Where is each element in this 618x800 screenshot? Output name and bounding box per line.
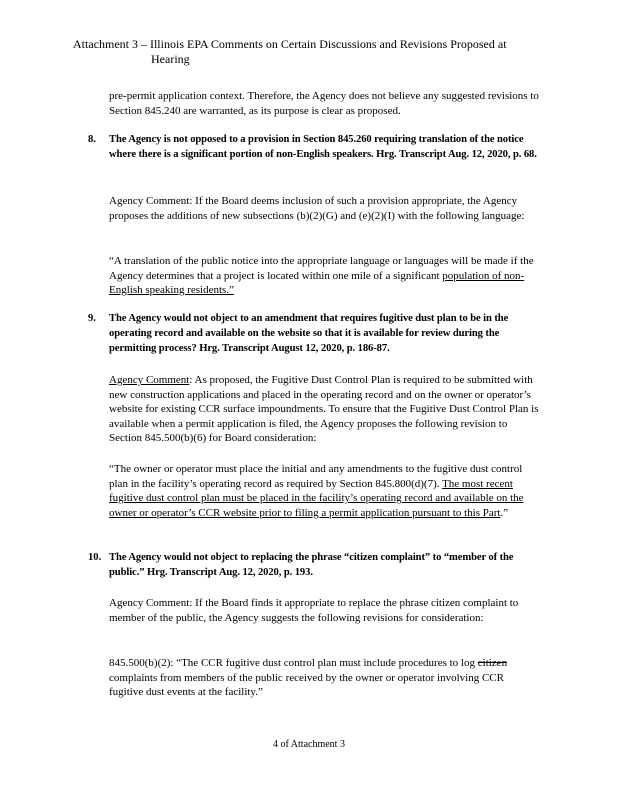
item-9-comment-text: : As proposed, the Fugitive Dust Control Plan is required to be submitted with new construction applications and placed in the operating record and on the owner or operator’s website for existing CCR surface impoundments. To ensure that the Fugitive Dust Control Plan is available when a permit application is filed, the Agency proposes the following revision to Section 845.500(b)(6) for Board consideration: [109, 374, 539, 444]
item-9-heading [88, 311, 543, 356]
item-10-heading-text: The Agency would not object to replacing the phrase “citizen complaint” to “member of the public.” Hrg. Transcript Aug. 12, 2020, p. 193. [109, 552, 514, 578]
header-line-2: Hearing [151, 52, 190, 66]
item-8-comment: Agency Comment: If the Board deems inclusion of such a provision appropriate, the Agency proposes the additions of new subsections (b)(2)(G) and (e)(2)(I) with the following language: [109, 195, 525, 222]
item-9-quote-underlined: The most recent fugitive dust control plan must be placed in the facility’s operating record and available on the owner or operator’s CCR website prior to filing a permit application pursuant to this Part [109, 477, 524, 519]
item-8-quote-text: “A translation of the public notice into the appropriate language or languages will be made if the Agency determines that a project is located within one mile of a significant [109, 255, 534, 282]
item-10-quote-text: 845.500(b)(2): “The CCR fugitive dust control plan must include procedures to log [109, 657, 478, 669]
item-9-heading-text: The Agency would not object to an amendment that requires fugitive dust plan to be in the operating record and available on the website so that it is available for review during the permitting process? Hrg. Transcript August 12, 2020, p. 186-87. [109, 313, 509, 354]
item-10-quote [109, 656, 539, 700]
item-10-number: 10. [88, 552, 102, 563]
item-9-number: 9. [88, 313, 96, 324]
item-9-comment [109, 373, 539, 446]
item-10-heading [88, 550, 543, 580]
item-9-quote-text: “The owner or operator must place the initial and any amendments to the fugitive dust control plan in the facility’s operating record as required by Section 845.800(d)(7). [109, 463, 523, 490]
item-8-number: 8. [88, 134, 96, 145]
header-line-1: Attachment 3 – Illinois EPA Comments on Certain Discussions and Revisions Proposed at [73, 37, 507, 51]
item-8-quote-underlined: population of non-English speaking residents.” [109, 269, 525, 296]
item-10-quote-struck: citizen [477, 657, 508, 669]
item-10-quote-rest: complaints from members of the public received by the owner or operator involving CCR fugitive dust events at the facility.” [109, 671, 504, 698]
item-8-heading [88, 132, 543, 162]
page-footer: 4 of Attachment 3 [273, 739, 345, 750]
item-9-comment-label: Agency Comment [109, 374, 190, 386]
item-8-heading-text: The Agency is not opposed to a provision in Section 845.260 requiring translation of the notice where there is a significant portion of non-English speakers. Hrg. Transcript Aug. 12, 2020, p. 68. [109, 134, 537, 160]
page-header [73, 37, 543, 67]
item-9-quote [109, 462, 539, 520]
item-8-quote [109, 254, 539, 298]
item-10-comment: Agency Comment: If the Board finds it appropriate to replace the phrase citizen complaint to member of the public, the Agency suggests the following revisions for consideration: [109, 597, 519, 624]
intro-paragraph: pre-permit application context. Therefore, the Agency does not believe any suggested revisions to Section 845.240 are warranted, as its purpose is clear as proposed. [109, 90, 539, 117]
item-9-quote-end: .” [500, 506, 509, 519]
